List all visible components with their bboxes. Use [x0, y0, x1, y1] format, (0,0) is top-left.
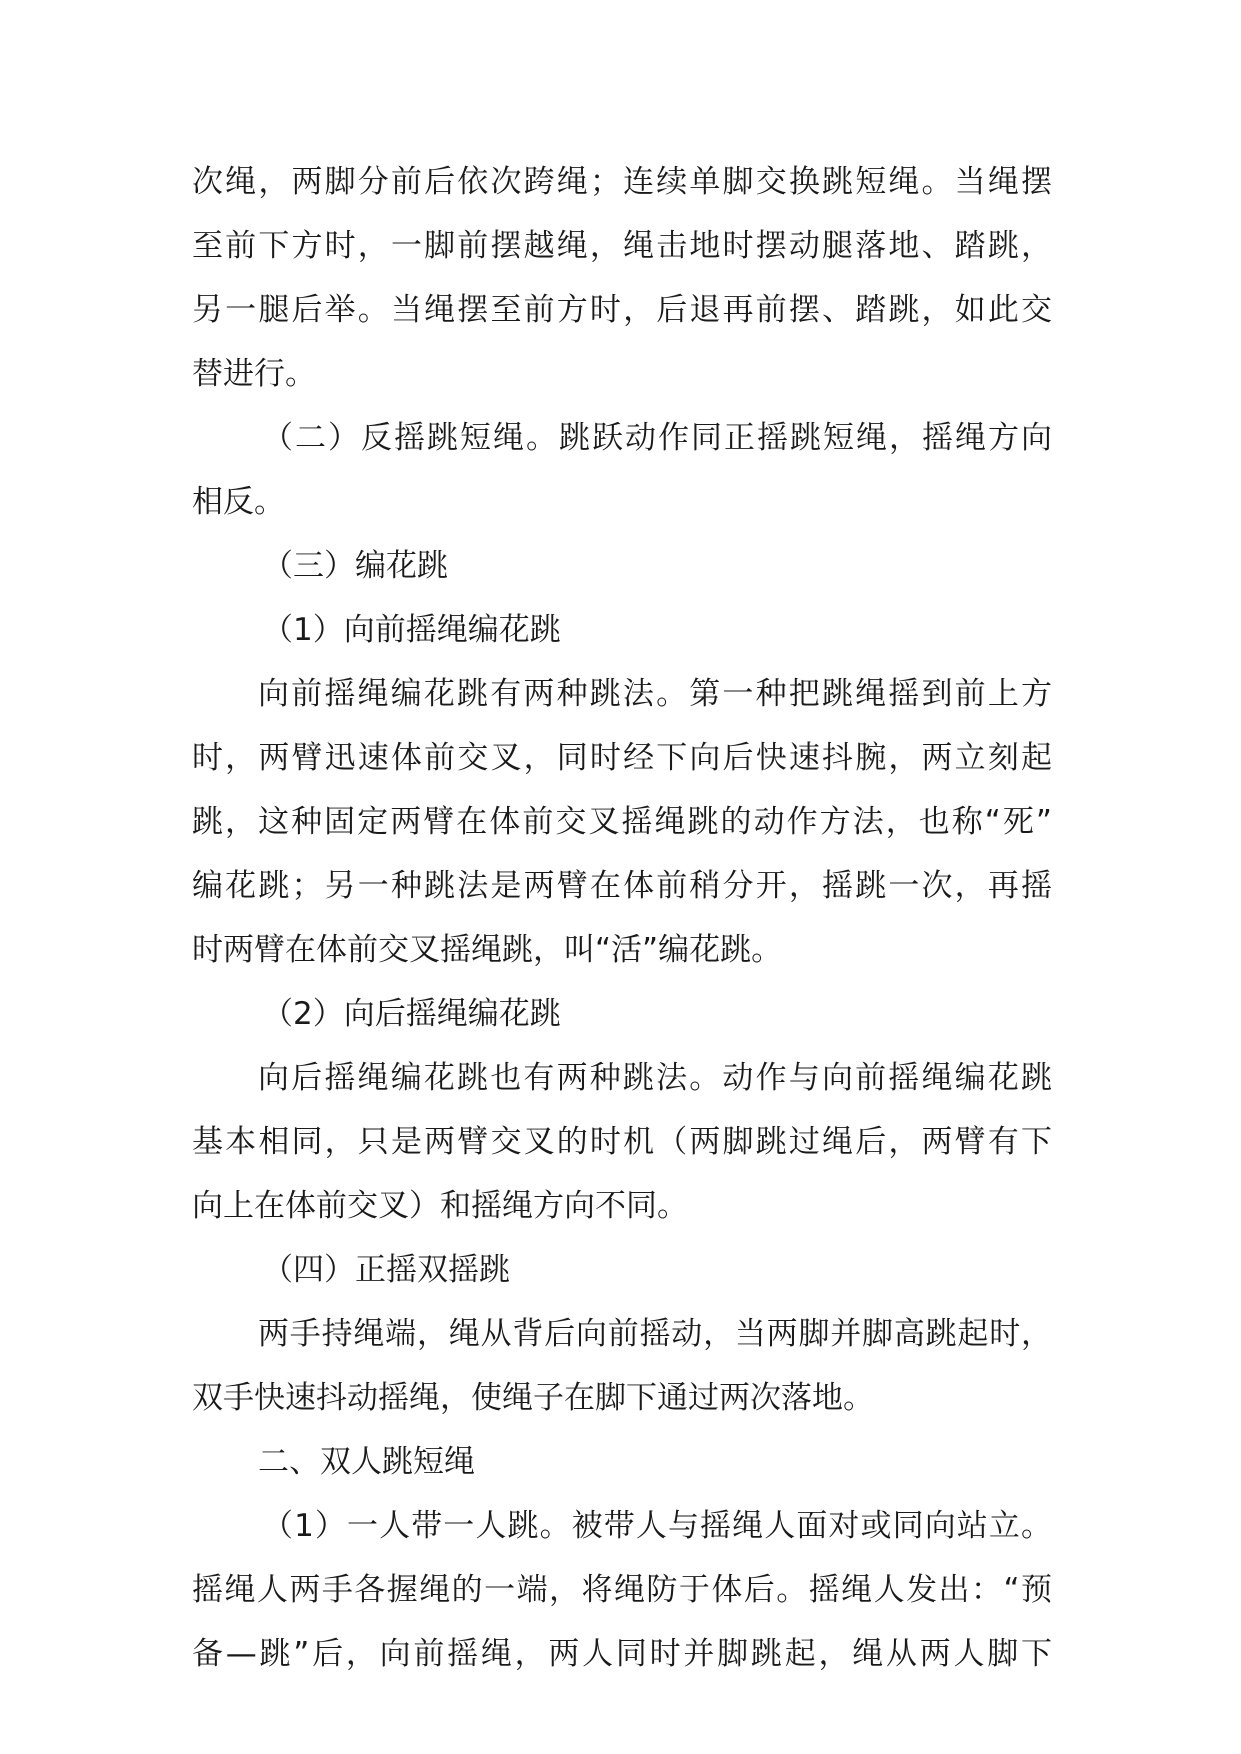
paragraph-line: 次绳，两脚分前后依次跨绳；连续单脚交换跳短绳。当绳摆 — [192, 164, 1052, 200]
subheading: （四）正摇双摇跳 — [262, 1252, 510, 1288]
paragraph-line: 编花跳；另一种跳法是两臂在体前稍分开，摇跳一次，再摇 — [192, 868, 1052, 904]
subheading-line: （二）反摇跳短绳。跳跃动作同正摇跳短绳，摇绳方向 — [262, 420, 1052, 456]
paragraph-line: 向后摇绳编花跳也有两种跳法。动作与向前摇绳编花跳 — [258, 1060, 1052, 1096]
paragraph-line: 跳，这种固定两臂在体前交叉摇绳跳的动作方法，也称“死” — [192, 804, 1052, 840]
paragraph-line: 摇绳人两手各握绳的一端，将绳防于体后。摇绳人发出：“预 — [192, 1572, 1052, 1608]
paragraph-line: 另一腿后举。当绳摆至前方时，后退再前摆、踏跳，如此交 — [192, 292, 1052, 328]
paragraph-line: 基本相同，只是两臂交叉的时机（两脚跳过绳后，两臂有下 — [192, 1124, 1052, 1160]
paragraph-line: 双手快速抖动摇绳，使绳子在脚下通过两次落地。 — [192, 1380, 874, 1416]
paragraph-line: 时，两臂迅速体前交叉，同时经下向后快速抖腕，两立刻起 — [192, 740, 1052, 776]
paragraph-line: 两手持绳端，绳从背后向前摇动，当两脚并脚高跳起时， — [258, 1316, 1052, 1352]
paragraph-line: 向上在体前交叉）和摇绳方向不同。 — [192, 1188, 688, 1224]
paragraph-line: 至前下方时，一脚前摆越绳，绳击地时摆动腿落地、踏跳， — [192, 228, 1052, 264]
paragraph-line: 备—跳”后，向前摇绳，两人同时并脚跳起，绳从两人脚下 — [192, 1636, 1052, 1672]
paragraph-line: （1）一人带一人跳。被带人与摇绳人面对或同向站立。 — [262, 1508, 1052, 1544]
paragraph-line: 替进行。 — [192, 356, 316, 392]
paragraph-line: 时两臂在体前交叉摇绳跳，叫“活”编花跳。 — [192, 932, 783, 968]
subheading: （2）向后摇绳编花跳 — [262, 996, 561, 1032]
section-heading: 二、双人跳短绳 — [258, 1444, 475, 1480]
paragraph-line: 向前摇绳编花跳有两种跳法。第一种把跳绳摇到前上方 — [258, 676, 1052, 712]
subheading: （1）向前摇绳编花跳 — [262, 612, 561, 648]
paragraph-line: 相反。 — [192, 484, 285, 520]
subheading: （三）编花跳 — [262, 548, 448, 584]
